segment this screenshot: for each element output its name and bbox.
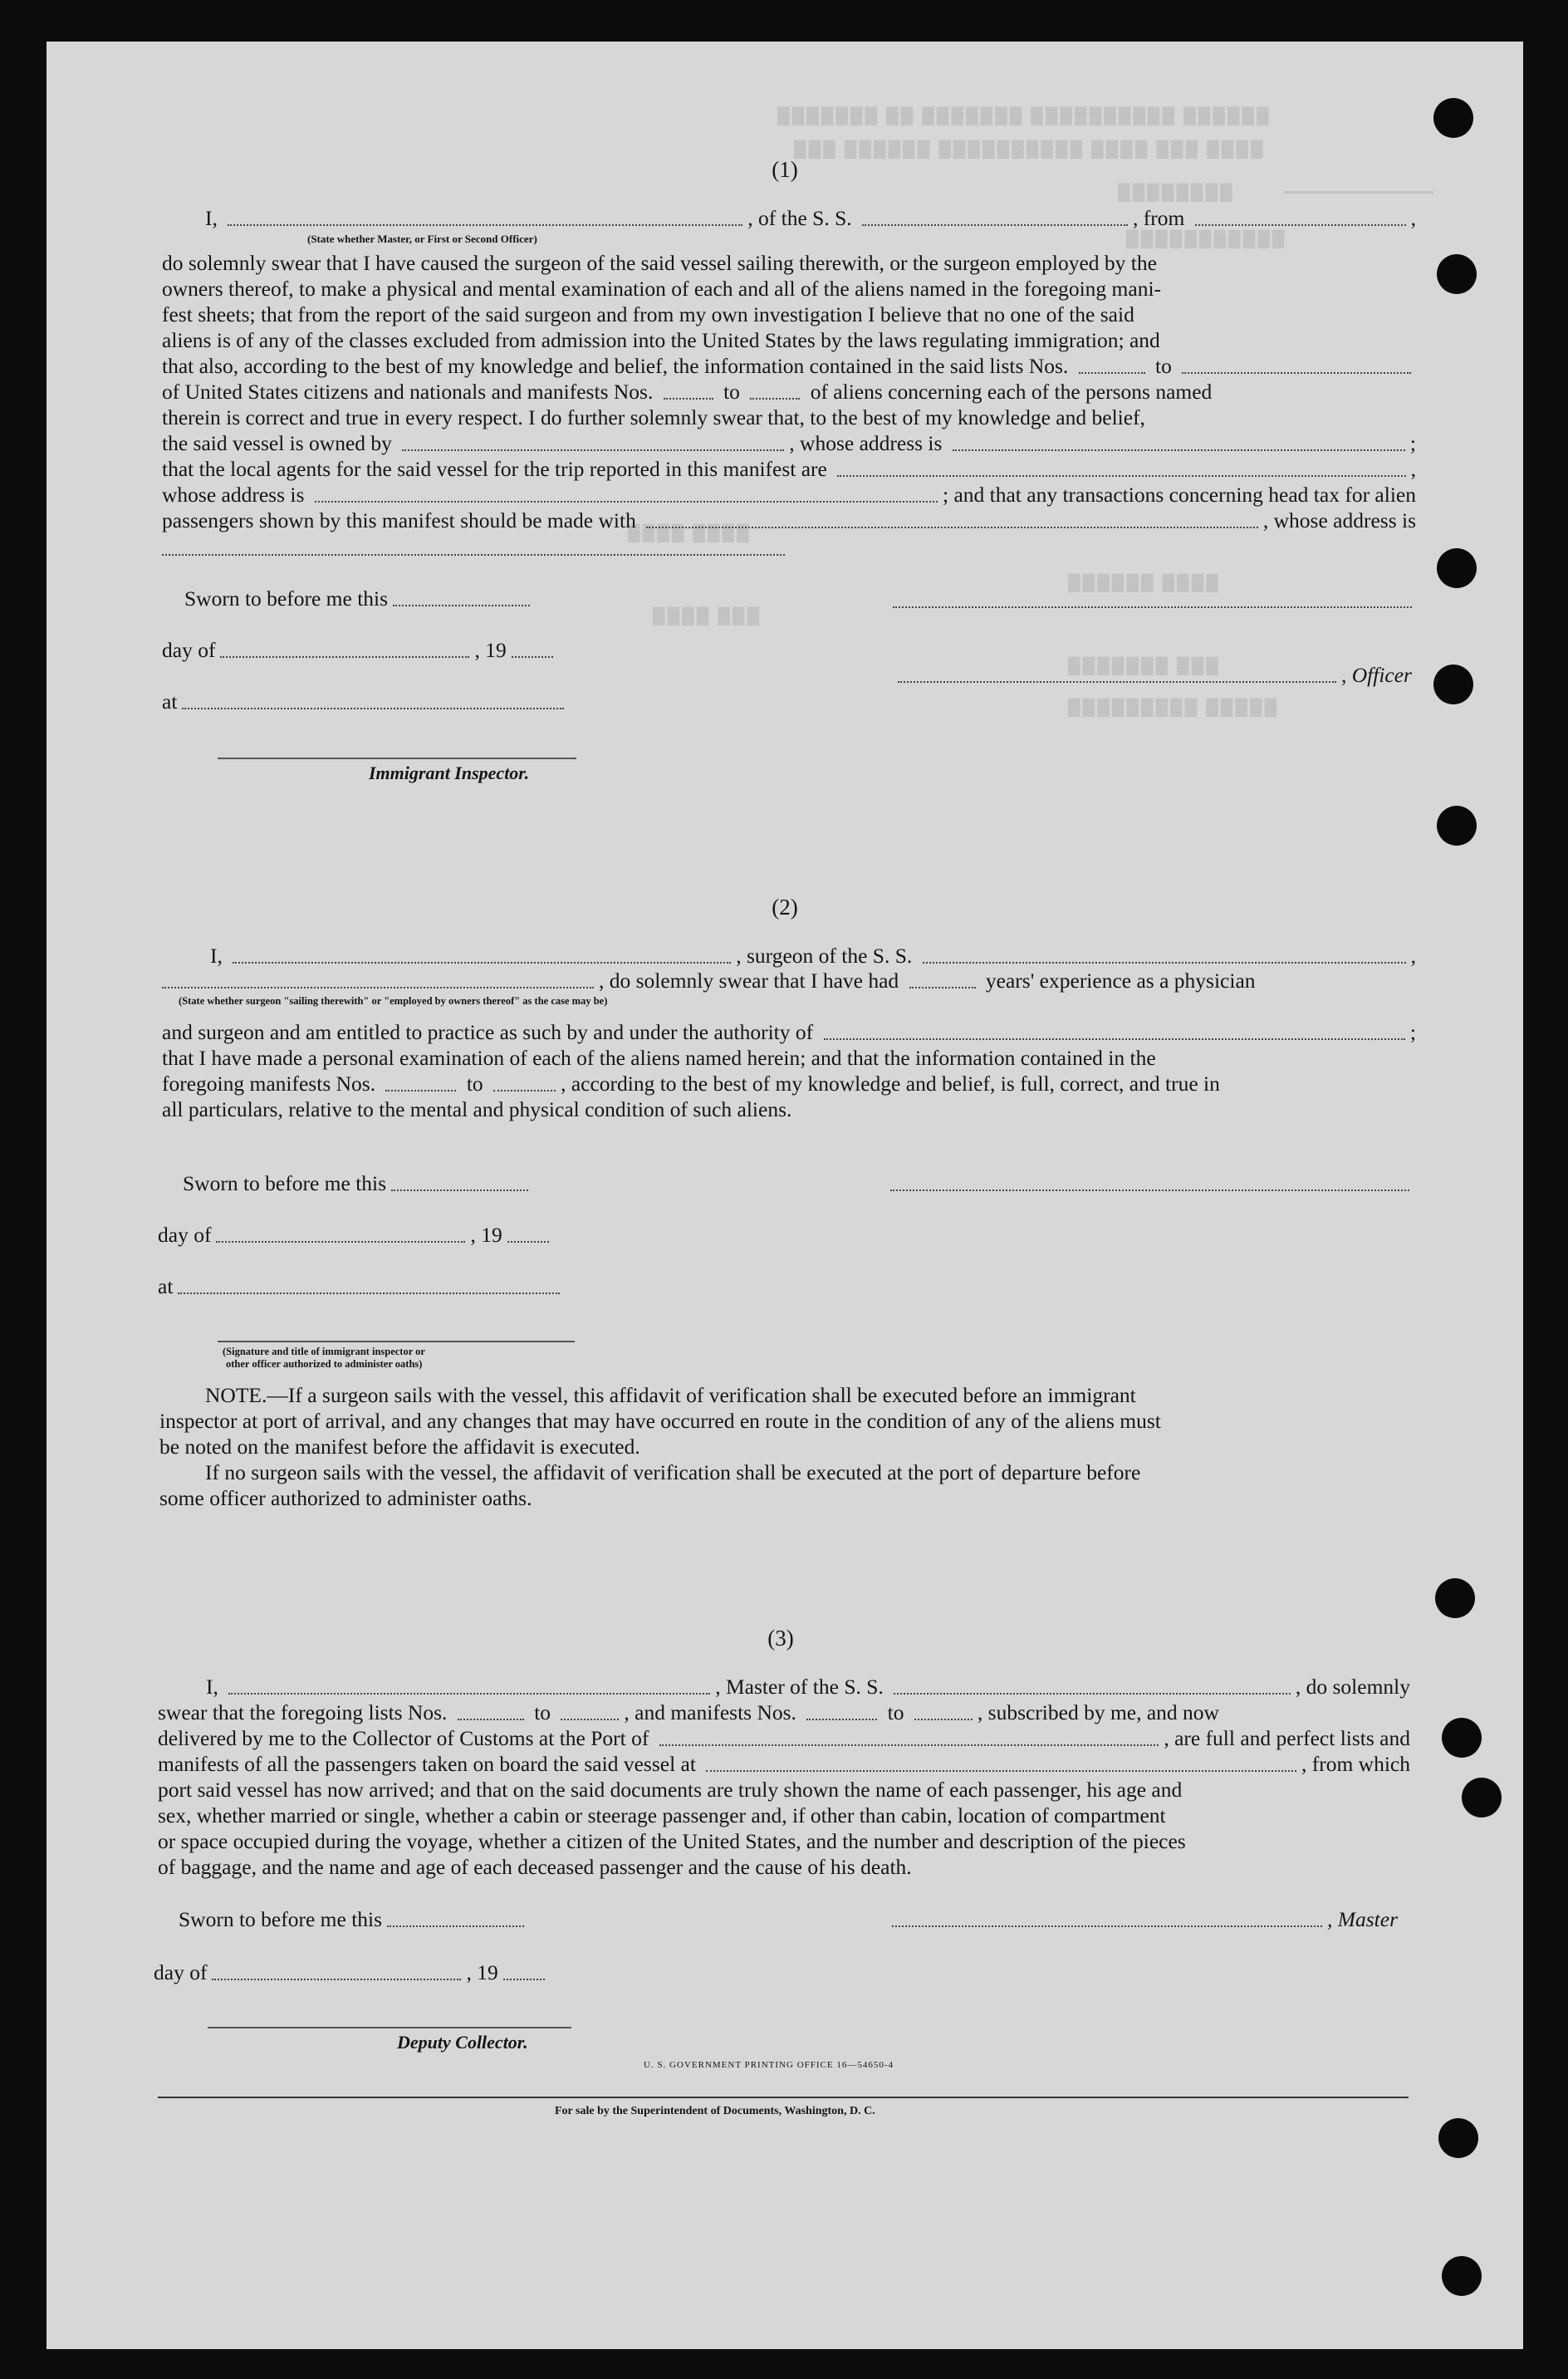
- text: ;: [1409, 1020, 1416, 1044]
- day-of-line: [154, 1960, 550, 1985]
- officer-title-field[interactable]: [898, 676, 1336, 683]
- text: Sworn to before me this: [184, 586, 389, 611]
- note-line: [159, 1460, 1409, 1485]
- punch-hole: [1435, 1578, 1475, 1618]
- text: ,: [1410, 944, 1416, 968]
- text: , 19: [470, 1223, 502, 1247]
- text: ,: [1410, 457, 1416, 481]
- authority-line: [162, 1020, 1416, 1045]
- officer-name-line: [162, 206, 1416, 231]
- text: at: [162, 689, 178, 714]
- text: , Officer: [1341, 663, 1412, 687]
- text: day of: [154, 1960, 208, 1984]
- manifest-to-field[interactable]: [750, 393, 800, 400]
- at-line: [158, 1274, 565, 1299]
- text: , are full and perfect lists and: [1164, 1726, 1410, 1750]
- body-line: owners thereof, to make a physical and mental examination of each and all of the aliens named in the foregoing mani-: [162, 277, 1162, 301]
- head-tax-line: [162, 508, 1416, 533]
- officer-line: [893, 663, 1412, 688]
- text: Sworn to before me this: [183, 1171, 387, 1195]
- officer-name-field[interactable]: [228, 219, 742, 226]
- text: ; and that any transactions concerning head tax for alien: [943, 483, 1416, 507]
- signature-note: other officer authorized to administer oaths): [226, 1358, 423, 1370]
- boarded-line: [158, 1752, 1410, 1777]
- text: to: [718, 380, 746, 404]
- master-line: [158, 1675, 1410, 1700]
- text: delivered by me to the Collector of Customs at the Port of: [158, 1726, 654, 1750]
- master-name-field[interactable]: [228, 1688, 710, 1695]
- owner-line: [162, 431, 1416, 456]
- officer-signature-field[interactable]: [893, 606, 1412, 608]
- sworn-day-field[interactable]: [387, 1920, 524, 1927]
- agents-address-field[interactable]: [315, 496, 938, 503]
- printing-office-imprint: U. S. GOVERNMENT PRINTING OFFICE 16—54650-4: [644, 2060, 894, 2070]
- section-number: (3): [767, 1626, 794, 1651]
- citizen-list-to-field[interactable]: [1182, 367, 1411, 374]
- manifests-to-field[interactable]: [914, 1714, 973, 1720]
- manifest-from-field[interactable]: [664, 393, 713, 400]
- for-sale-note: For sale by the Superintendent of Documents, Washington, D. C.: [555, 2105, 875, 2117]
- body-line: aliens is of any of the classes excluded from admission into the United States by the laws regulating immigration; and: [162, 328, 1160, 352]
- text: If no surgeon sails with the vessel, the affidavit of verification shall be executed at the port of departure before: [205, 1460, 1141, 1484]
- text: at: [158, 1274, 174, 1298]
- port-of-boarding-field[interactable]: [706, 1765, 1296, 1772]
- manifests-from-field[interactable]: [806, 1714, 877, 1720]
- text: , surgeon of the S. S.: [736, 944, 918, 968]
- footer-rule: [158, 2097, 1409, 2098]
- text: that the local agents for the said vessel for the trip reported in this manifest are: [162, 457, 833, 481]
- year-field[interactable]: [507, 1236, 549, 1243]
- agents-address-line: [162, 483, 1416, 508]
- text: , Master of the S. S.: [715, 1675, 889, 1699]
- body-line: therein is correct and true in every respect. I do further solemnly swear that, to the best of my knowledge and belief,: [162, 405, 1145, 429]
- master-signature-line: [887, 1907, 1398, 1932]
- port-line: [158, 1726, 1410, 1751]
- year-field[interactable]: [512, 651, 553, 658]
- text: day of: [162, 638, 216, 662]
- lists-from-field[interactable]: [458, 1714, 524, 1720]
- year-field[interactable]: [503, 1974, 545, 1980]
- text: , do solemnly swear that I have had: [599, 969, 904, 993]
- manifests-line: [162, 1072, 1416, 1096]
- punch-hole: [1437, 548, 1477, 588]
- text: , and manifests Nos.: [624, 1700, 802, 1724]
- text: , whose address is: [789, 431, 948, 455]
- text: that also, according to the best of my knowledge and belief, the information contained in the said lists Nos.: [162, 354, 1074, 378]
- note-line: inspector at port of arrival, and any changes that may have occurred en route in the condition of any of the aliens must: [159, 1409, 1161, 1433]
- surgeon-status-field[interactable]: [162, 982, 594, 988]
- month-field[interactable]: [212, 1974, 461, 1980]
- surgeon-vessel-field[interactable]: [923, 957, 1406, 964]
- text: manifests of all the passengers taken on board the said vessel at: [158, 1752, 702, 1776]
- sworn-line: [183, 1171, 533, 1196]
- body-line: that I have made a personal examination of each of the aliens named herein; and that the information contained in the: [162, 1046, 1156, 1070]
- manifest-from-field[interactable]: [385, 1085, 456, 1091]
- text: to: [882, 1700, 909, 1724]
- text: NOTE.—If a surgeon sails with the vessel, this affidavit of verification shall be executed before an immigrant: [205, 1383, 1136, 1407]
- body-line: port said vessel has now arrived; and that on the said documents are truly shown the name of each passenger, his age and: [158, 1778, 1183, 1802]
- section-number: (2): [772, 895, 798, 920]
- text: , of the S. S.: [747, 206, 858, 230]
- sworn-line: [179, 1907, 529, 1932]
- month-field[interactable]: [216, 1236, 465, 1243]
- surgeon-line: [162, 944, 1416, 969]
- inspector-signature-line[interactable]: [218, 758, 576, 759]
- master-vessel-field[interactable]: [894, 1688, 1291, 1695]
- sworn-line: [184, 586, 535, 611]
- text: to: [1149, 354, 1178, 378]
- day-of-line: [162, 638, 558, 663]
- punch-hole: [1437, 806, 1477, 846]
- form-sheet: ▓▓▓▓▓▓▓ ▓▓ ▓▓▓▓▓▓▓ ▓▓▓▓▓▓▓▓▓▓ ▓▓▓▓▓▓ ▓▓▓ ▓▓▓▓▓▓ ▓▓▓▓▓▓▓▓▓▓ ▓▓▓▓ ▓▓▓ ▓▓▓▓ ▓▓▓▓▓▓▓▓ ▓▓▓▓▓▓▓▓▓▓▓ ▓▓▓▓ ▓▓▓▓ ▓▓▓▓ ▓▓▓ ▓▓▓▓▓▓ ▓▓▓▓ ▓▓▓▓▓▓▓ ▓▓▓ ▓▓▓▓▓▓▓▓▓ ▓▓▓▓▓: [47, 42, 1523, 2349]
- lists-line: [162, 354, 1416, 379]
- body-line: sex, whether married or single, whether a cabin or steerage passenger and, if other than cabin, location of compartment: [158, 1803, 1166, 1827]
- text: I,: [210, 944, 228, 968]
- text: the said vessel is owned by: [162, 431, 398, 455]
- text: whose address is: [162, 483, 310, 507]
- text: I,: [205, 206, 223, 230]
- month-field[interactable]: [220, 651, 469, 658]
- note-line: [159, 1383, 1409, 1408]
- from-port-field[interactable]: [1195, 219, 1406, 226]
- vessel-name-field[interactable]: [862, 219, 1128, 226]
- manifests-line: [162, 380, 1416, 405]
- text: ,: [1410, 206, 1416, 230]
- surgeon-status-note: (State whether surgeon "sailing therewith" or "employed by owners thereof" as the case may be): [179, 995, 608, 1007]
- punch-hole: [1437, 254, 1477, 294]
- collector-caption: Deputy Collector.: [397, 2032, 528, 2053]
- at-place-field[interactable]: [178, 1288, 560, 1294]
- master-signature-field[interactable]: [892, 1920, 1322, 1927]
- day-of-line: [158, 1223, 554, 1248]
- text: to: [461, 1072, 489, 1096]
- manifest-to-field[interactable]: [493, 1085, 556, 1091]
- punch-hole: [1442, 2256, 1482, 2296]
- surgeon-name-field[interactable]: [233, 957, 731, 964]
- inspector-caption: Immigrant Inspector.: [369, 763, 530, 783]
- collector-signature-line[interactable]: [208, 2027, 571, 2028]
- text: , Master: [1327, 1907, 1398, 1931]
- text: , from which: [1301, 1752, 1410, 1776]
- text: , according to the best of my knowledge and belief, is full, correct, and true in: [561, 1072, 1220, 1096]
- body-line: of baggage, and the name and age of each deceased passenger and the cause of his death.: [158, 1855, 912, 1879]
- sworn-day-field[interactable]: [393, 600, 530, 606]
- text: Sworn to before me this: [179, 1907, 383, 1931]
- officer-title-note: (State whether Master, or First or Second Officer): [307, 233, 537, 245]
- body-line: fest sheets; that from the report of the said surgeon and from my own investigation I believe that no one of the said: [162, 302, 1134, 326]
- head-tax-address-field[interactable]: [162, 554, 785, 556]
- agents-line: [162, 457, 1416, 482]
- text: ;: [1409, 431, 1416, 455]
- text: of aliens concerning each of the persons named: [805, 380, 1213, 404]
- port-of-arrival-field[interactable]: [659, 1739, 1159, 1746]
- section-number: (1): [772, 157, 798, 182]
- note-line: some officer authorized to administer oaths.: [159, 1486, 532, 1510]
- at-place-field[interactable]: [182, 703, 564, 709]
- body-line: or space occupied during the voyage, whether a citizen of the United States, and the number and description of the pieces: [158, 1829, 1186, 1853]
- years-experience-field[interactable]: [909, 982, 976, 988]
- text: , do solemnly: [1295, 1675, 1410, 1699]
- punch-hole: [1442, 1718, 1482, 1758]
- authority-field[interactable]: [824, 1033, 1405, 1040]
- text: to: [528, 1700, 556, 1724]
- at-line: [162, 689, 569, 714]
- text: , from: [1133, 206, 1190, 230]
- punch-hole: [1433, 665, 1473, 704]
- note-line: be noted on the manifest before the affidavit is executed.: [159, 1435, 640, 1459]
- text: , subscribed by me, and now: [977, 1700, 1219, 1724]
- text: passengers shown by this manifest should be made with: [162, 508, 642, 532]
- owner-name-field[interactable]: [402, 444, 784, 451]
- punch-hole: [1433, 98, 1473, 138]
- local-agents-field[interactable]: [837, 470, 1405, 477]
- surgeon-signature-field[interactable]: [890, 1190, 1409, 1191]
- text: swear that the foregoing lists Nos.: [158, 1700, 453, 1724]
- text: , 19: [474, 638, 507, 662]
- text: , whose address is: [1262, 508, 1416, 532]
- text: , 19: [466, 1960, 498, 1984]
- signature-note: (Signature and title of immigrant inspector or: [223, 1346, 425, 1357]
- text: day of: [158, 1223, 212, 1247]
- sworn-day-field[interactable]: [391, 1185, 528, 1191]
- text: I,: [206, 1675, 224, 1699]
- head-tax-contact-field[interactable]: [646, 522, 1258, 528]
- lists-to-field[interactable]: [561, 1714, 619, 1720]
- punch-hole: [1438, 2118, 1478, 2158]
- body-line: do solemnly swear that I have caused the surgeon of the said vessel sailing therewith, or the surgeon employed by the: [162, 251, 1157, 275]
- lists-line: [158, 1700, 1410, 1725]
- owner-address-field[interactable]: [953, 444, 1405, 451]
- citizen-list-from-field[interactable]: [1079, 367, 1145, 374]
- text: foregoing manifests Nos.: [162, 1072, 381, 1096]
- body-line: all particulars, relative to the mental and physical condition of such aliens.: [162, 1097, 792, 1121]
- text: years' experience as a physician: [980, 969, 1256, 993]
- experience-line: [162, 969, 1416, 993]
- inspector-signature-line[interactable]: [218, 1341, 575, 1342]
- text: and surgeon and am entitled to practice as such by and under the authority of: [162, 1020, 819, 1044]
- text: of United States citizens and nationals and manifests Nos.: [162, 380, 659, 404]
- punch-hole: [1462, 1778, 1502, 1817]
